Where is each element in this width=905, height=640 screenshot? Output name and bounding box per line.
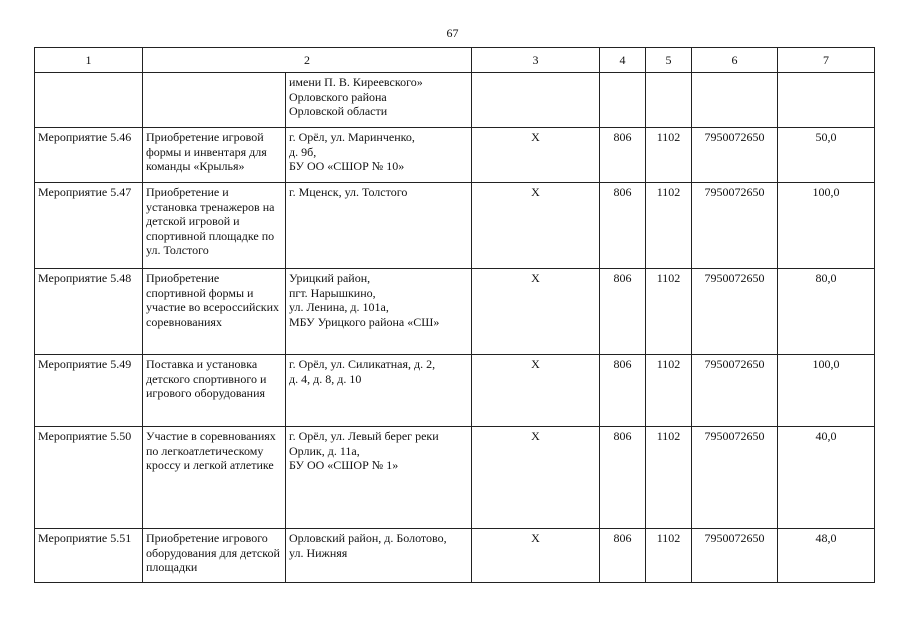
description-cell: Приобретение игрового оборудования для детской площадки [143,529,286,583]
col4-cell: 806 [600,269,646,355]
address-cell [286,355,472,427]
event-cell: Мероприятие 5.51 [35,529,143,583]
mark-cell [472,73,600,128]
event-cell: Мероприятие 5.50 [35,427,143,529]
col4-cell: 806 [600,355,646,427]
header-cell: 1 [35,48,143,73]
address-line: Орлик, д. 11а, [289,443,360,458]
col6-cell: 7950072650 [692,529,778,583]
amount-cell: 50,0 [778,128,875,183]
page-number: 67 [446,26,459,40]
table-row [35,355,875,427]
description-cell: Поставка и установка детского спортивного и игрового оборудования [143,355,286,427]
address-cell [286,529,472,583]
col4-cell [600,73,646,128]
description-cell: Приобретение игровой формы и инвентаря для команды «Крылья» [143,128,286,183]
header-cell: 3 [472,48,600,73]
address-cell [286,183,472,269]
mark-cell: Х [472,427,600,529]
address-line: ул. Нижняя [289,545,348,560]
address-line: Орловской области [289,104,388,118]
amount-cell: 40,0 [778,427,875,529]
description-cell: Участие в соревнованиях по легкоатлетическому кроссу и легкой атлетике [143,427,286,529]
measures-table [34,47,875,583]
header-cell: 5 [646,48,692,73]
col6-cell [692,73,778,128]
address-line: г. Орёл, ул. Левый берег реки [289,429,439,443]
col5-cell: 1102 [646,529,692,583]
mark-cell: Х [472,128,600,183]
amount-cell: 80,0 [778,269,875,355]
address-line: Орловского района [289,89,387,104]
col4-cell: 806 [600,529,646,583]
col5-cell: 1102 [646,355,692,427]
event-cell: Мероприятие 5.47 [35,183,143,269]
address-line: д. 9б, [289,144,317,159]
address-line: г. Мценск, ул. Толстого [289,185,408,199]
description-cell [143,73,286,128]
col6-cell: 7950072650 [692,355,778,427]
amount-cell: 100,0 [778,355,875,427]
col6-cell: 7950072650 [692,427,778,529]
amount-cell [778,73,875,128]
col4-cell: 806 [600,183,646,269]
mark-cell: Х [472,183,600,269]
table-row [35,427,875,529]
address-cell [286,427,472,529]
table-row [35,269,875,355]
col6-cell: 7950072650 [692,128,778,183]
description-cell: Приобретение и установка тренажеров на детской игровой и спортивной площадке по ул. Толстого [143,183,286,269]
header-cell: 7 [778,48,875,73]
col5-cell: 1102 [646,128,692,183]
address-cell [286,73,472,128]
address-cell [286,128,472,183]
event-cell: Мероприятие 5.46 [35,128,143,183]
address-line: г. Орёл, ул. Маринченко, [289,130,415,144]
mark-cell: Х [472,355,600,427]
address-cell [286,269,472,355]
address-line: имени П. В. Киреевского» [289,75,423,89]
amount-cell: 100,0 [778,183,875,269]
header-row [35,48,875,73]
address-line: Урицкий район, [289,271,371,285]
address-line: МБУ Урицкого района «СШ» [289,314,440,329]
table-row [35,128,875,183]
mark-cell: Х [472,529,600,583]
description-cell: Приобретение спортивной формы и участие во всероссийских соревнованиях [143,269,286,355]
address-line: БУ ОО «СШОР № 1» [289,458,399,472]
table-row [35,183,875,269]
address-line: Орловский район, д. Болотово, [289,531,447,545]
address-line: БУ ОО «СШОР № 10» [289,159,405,173]
col5-cell [646,73,692,128]
mark-cell: Х [472,269,600,355]
continuation-row [35,73,875,128]
col6-cell: 7950072650 [692,183,778,269]
col4-cell: 806 [600,427,646,529]
address-line: д. 4, д. 8, д. 10 [289,371,362,386]
address-line: г. Орёл, ул. Силикатная, д. 2, [289,357,436,371]
table-row [35,529,875,583]
col5-cell: 1102 [646,427,692,529]
event-cell: Мероприятие 5.48 [35,269,143,355]
address-line: пгт. Нарышкино, [289,285,376,300]
address-line: ул. Ленина, д. 101а, [289,300,389,314]
header-cell: 6 [692,48,778,73]
event-cell [35,73,143,128]
col5-cell: 1102 [646,183,692,269]
event-cell: Мероприятие 5.49 [35,355,143,427]
col6-cell: 7950072650 [692,269,778,355]
header-cell: 2 [143,48,472,73]
col4-cell: 806 [600,128,646,183]
col5-cell: 1102 [646,269,692,355]
header-cell: 4 [600,48,646,73]
amount-cell: 48,0 [778,529,875,583]
